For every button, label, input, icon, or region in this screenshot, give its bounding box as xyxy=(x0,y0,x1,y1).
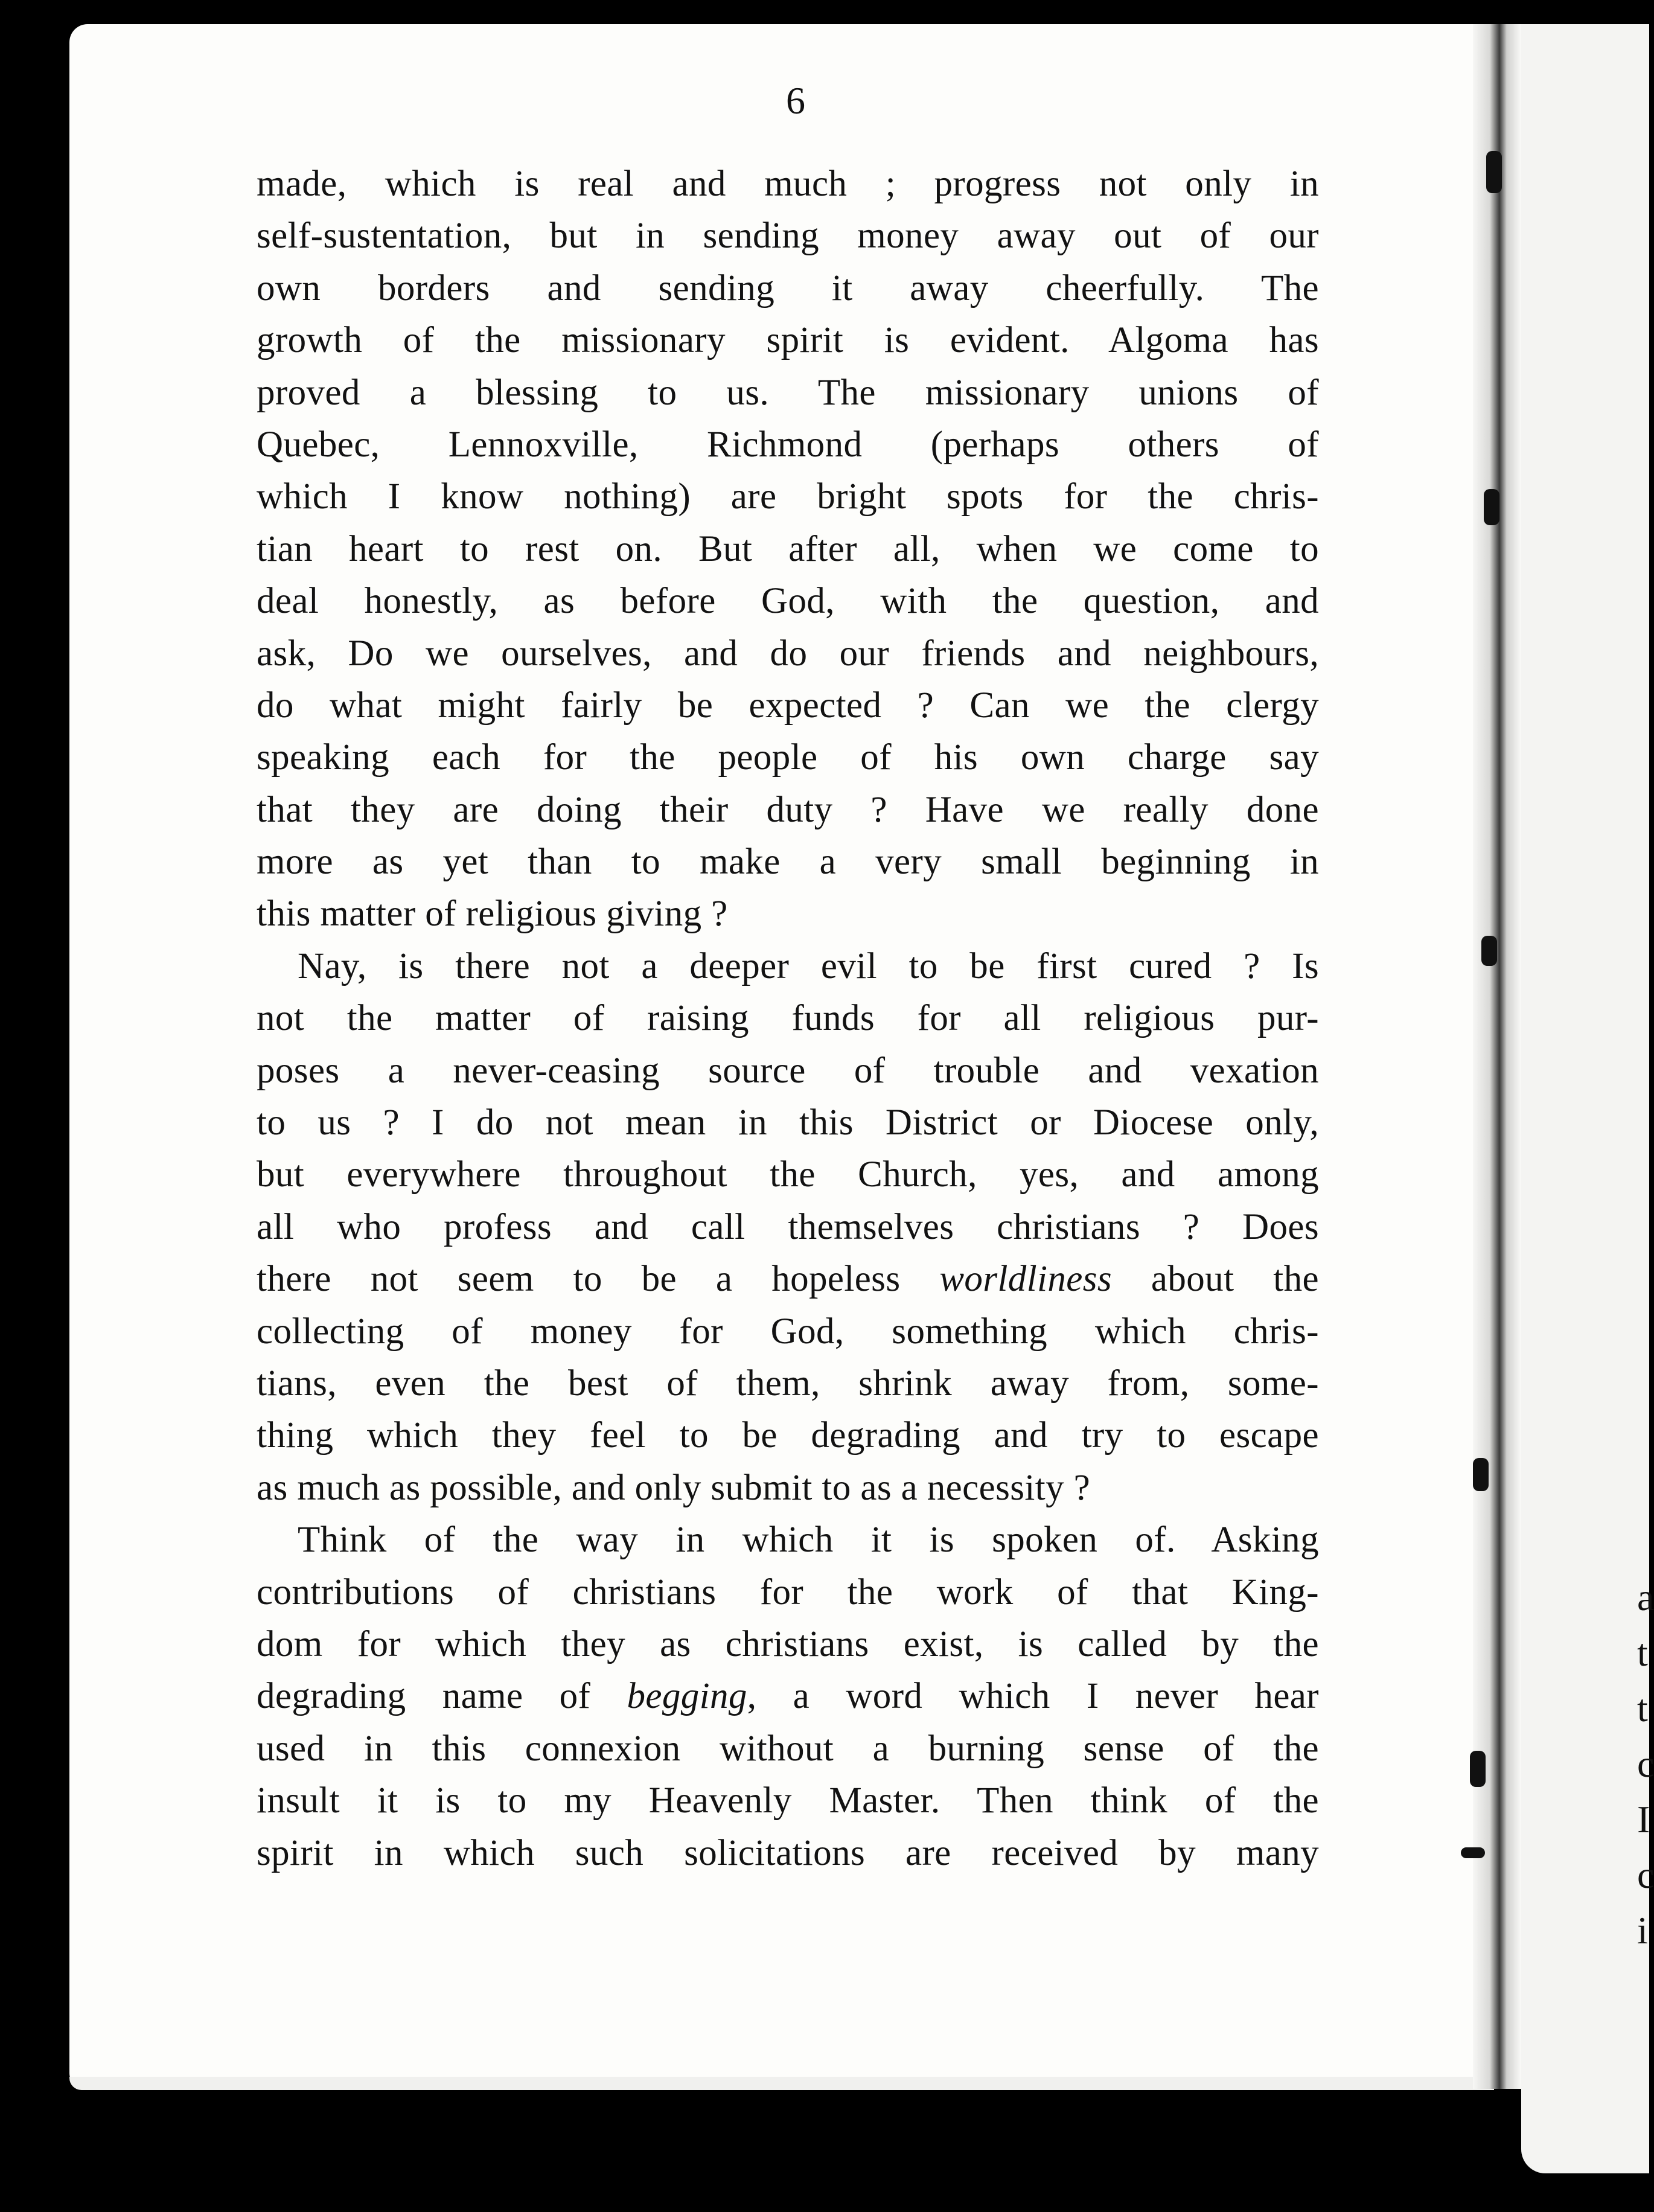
text-line: to us ? I do not mean in this District or Diocese only, xyxy=(257,1102,1319,1143)
binding-mark xyxy=(1486,151,1502,193)
text-line: all who profess and call themselves christians ? Does xyxy=(257,1206,1319,1247)
text-line: not the matter of raising funds for all religious pur- xyxy=(257,998,1319,1039)
text-line: insult it is to my Heavenly Master. Then think of the xyxy=(257,1780,1319,1821)
text-line: contributions of christians for the work of that King- xyxy=(257,1571,1319,1613)
facing-page-fragment xyxy=(1637,1570,1654,1958)
page-number: 6 xyxy=(786,79,805,122)
fragment-glyph: c xyxy=(1637,1742,1654,1785)
text-line: tians, even the best of them, shrink away from, some- xyxy=(257,1363,1319,1404)
body-text xyxy=(257,158,1319,1879)
emphasis: worldliness xyxy=(939,1259,1113,1300)
text-line: made, which is real and much ; progress not only in xyxy=(257,164,1319,204)
text-line: own borders and sending it away cheerfully. The xyxy=(257,267,1319,308)
binding-mark xyxy=(1470,1751,1486,1787)
text-line: self-sustentation, but in sending money away out of our xyxy=(257,216,1319,257)
binding-mark xyxy=(1473,1458,1489,1491)
text-line: growth of the missionary spirit is evident. Algoma has xyxy=(257,320,1319,361)
text-line: Think of the way in which it is spoken of. Asking xyxy=(298,1520,1319,1561)
text-line: Nay, is there not a deeper evil to be first cured ? Is xyxy=(298,945,1319,986)
text-line: dom for which they as christians exist, is called by the xyxy=(257,1623,1319,1664)
binding-mark xyxy=(1484,489,1499,525)
text-line: as much as possible, and only submit to as a necessity ? xyxy=(257,1467,1091,1508)
binding-mark xyxy=(1481,936,1497,966)
text-line: spirit in which such solicitations are received by many xyxy=(257,1832,1319,1873)
fragment-glyph: c xyxy=(1637,1853,1654,1896)
text-line: but everywhere throughout the Church, yes, and among xyxy=(257,1154,1319,1195)
text-line: this matter of religious giving ? xyxy=(257,893,728,935)
text-line: used in this connexion without a burning sense of the xyxy=(257,1728,1319,1769)
fragment-glyph: I xyxy=(1637,1798,1650,1841)
emphasis: begging xyxy=(627,1676,747,1717)
text-line: proved a blessing to us. The missionary unions of xyxy=(257,372,1319,413)
text-line: tian heart to rest on. But after all, when we come to xyxy=(257,528,1319,569)
text-line: there not seem to be a hopeless worldliness about the xyxy=(257,1259,1320,1300)
facing-page-edge xyxy=(1521,24,1654,2173)
fragment-glyph: i xyxy=(1637,1909,1648,1952)
text-line: degrading name of begging, a word which I never hear xyxy=(257,1676,1319,1717)
text-line: which I know nothing) are bright spots for the chris- xyxy=(257,476,1319,517)
text-line: more as yet than to make a very small beginning in xyxy=(257,842,1319,883)
text-line: thing which they feel to be degrading and try to escape xyxy=(257,1415,1319,1456)
binding-mark xyxy=(1461,1847,1485,1858)
text-line: ask, Do we ourselves, and do our friends and neighbours, xyxy=(257,633,1319,674)
text-line: deal honestly, as before God, with the question, and xyxy=(257,581,1319,622)
text-line: that they are doing their duty ? Have we really done xyxy=(257,789,1319,830)
text-line: do what might fairly be expected ? Can we the clergy xyxy=(257,685,1319,726)
text-line: speaking each for the people of his own charge say xyxy=(257,737,1319,778)
fragment-glyph: t xyxy=(1637,1631,1648,1674)
text-line: Quebec, Lennoxville, Richmond (perhaps others of xyxy=(257,424,1319,465)
fragment-glyph: a xyxy=(1637,1576,1654,1619)
page-bottom-edge xyxy=(69,2077,1494,2090)
text-line: collecting of money for God, something which chris- xyxy=(257,1311,1319,1352)
fragment-glyph: t xyxy=(1637,1687,1648,1730)
text-line: poses a never-ceasing source of trouble and vexation xyxy=(257,1050,1319,1091)
